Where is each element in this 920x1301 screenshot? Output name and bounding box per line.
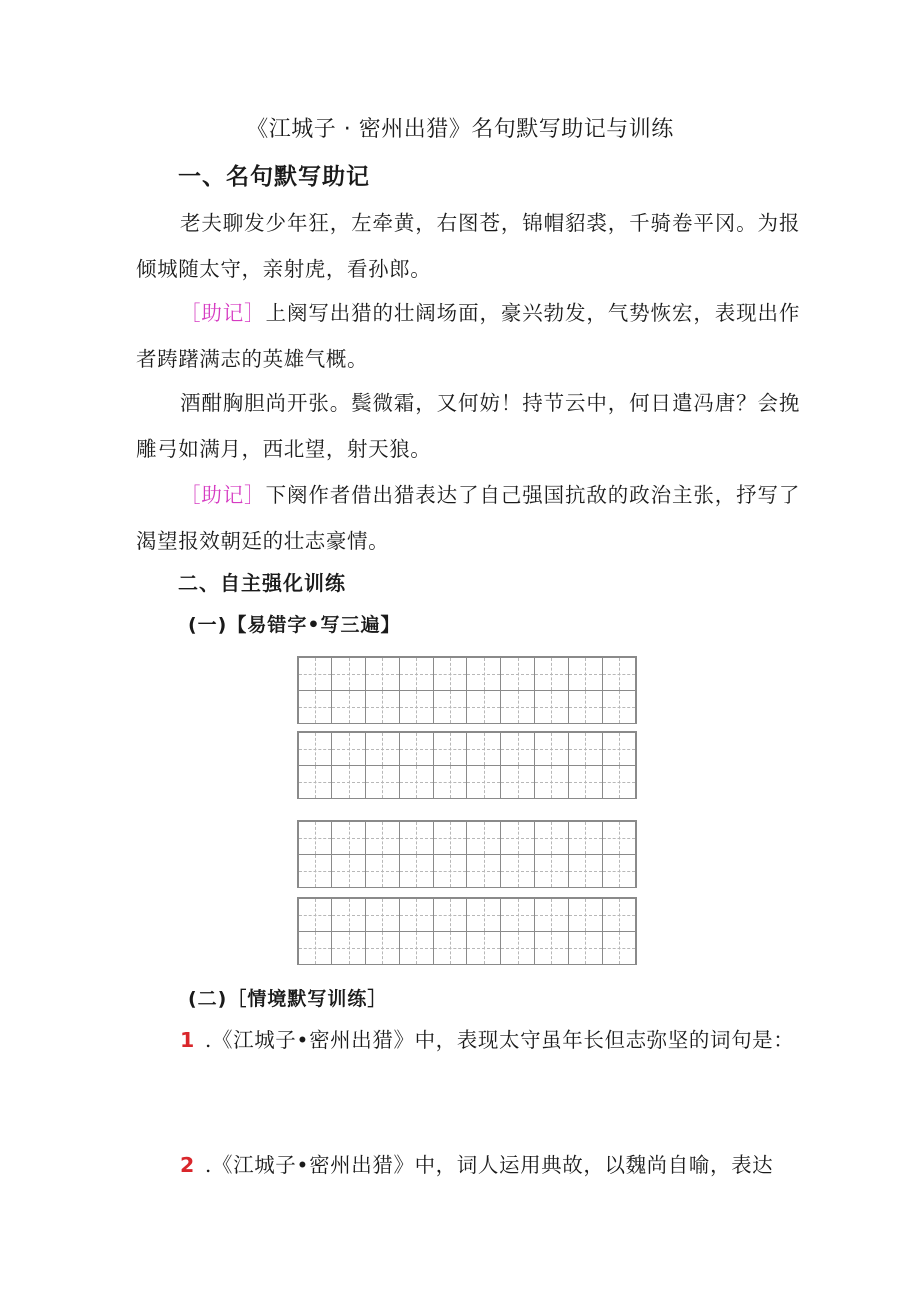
writing-cell[interactable] [298,854,333,888]
writing-cell[interactable] [500,765,535,799]
writing-cell[interactable] [399,690,434,724]
writing-cell[interactable] [399,732,434,766]
writing-cell[interactable] [433,931,468,965]
writing-cell[interactable] [500,657,535,691]
writing-cell[interactable] [298,732,333,766]
writing-cell[interactable] [534,854,569,888]
writing-cell[interactable] [500,931,535,965]
writing-cell[interactable] [399,657,434,691]
writing-cell[interactable] [602,931,637,965]
writing-cell[interactable] [365,657,400,691]
writing-cell[interactable] [534,931,569,965]
writing-cell[interactable] [365,765,400,799]
writing-cell[interactable] [500,690,535,724]
writing-cell[interactable] [331,657,366,691]
writing-cell[interactable] [365,690,400,724]
writing-cell[interactable] [433,898,468,932]
memory-note-text: 下阕作者借出猎表达了自己强国抗敌的政治主张，抒写了渴望报效朝廷的壮志豪情。 [136,483,800,553]
writing-cell[interactable] [298,657,333,691]
writing-cell[interactable] [568,690,603,724]
writing-cell[interactable] [331,732,366,766]
writing-grid[interactable] [297,897,637,965]
subsection-typo-practice: (一)【易错字•写三遍】 [188,614,401,636]
writing-cell[interactable] [534,657,569,691]
writing-cell[interactable] [331,765,366,799]
writing-cell[interactable] [466,732,501,766]
writing-cell[interactable] [534,821,569,855]
memory-note-1 [136,290,800,382]
writing-cell[interactable] [466,690,501,724]
question-item [136,1017,800,1063]
question-item [136,1142,800,1188]
memory-note-text: 上阕写出猎的壮阔场面，豪兴勃发，气势恢宏，表现出作者踌躇满志的英雄气概。 [136,301,800,371]
writing-cell[interactable] [500,821,535,855]
writing-cell[interactable] [433,732,468,766]
writing-cell[interactable] [466,854,501,888]
writing-cell[interactable] [466,765,501,799]
writing-cell[interactable] [298,931,333,965]
writing-cell[interactable] [500,854,535,888]
writing-cell[interactable] [399,765,434,799]
writing-cell[interactable] [602,854,637,888]
writing-cell[interactable] [433,690,468,724]
writing-cell[interactable] [602,765,637,799]
section2-heading: 二、自主强化训练 [178,571,346,595]
writing-cell[interactable] [399,854,434,888]
writing-cell[interactable] [433,854,468,888]
writing-cell[interactable] [365,931,400,965]
writing-cell[interactable] [365,821,400,855]
writing-cell[interactable] [568,732,603,766]
writing-cell[interactable] [365,732,400,766]
section1-heading: 一、名句默写助记 [178,164,370,190]
memory-tag: ［助记］ [180,301,266,325]
writing-cell[interactable] [331,690,366,724]
writing-cell[interactable] [466,898,501,932]
writing-cell[interactable] [331,898,366,932]
question-text: .《江城子•密州出猎》中，词人运用典故，以魏尚自喻，表达 [204,1153,774,1177]
memory-tag: ［助记］ [180,483,266,507]
writing-cell[interactable] [365,898,400,932]
writing-grid[interactable] [297,731,637,799]
writing-cell[interactable] [433,765,468,799]
question-number: 2 [180,1153,195,1177]
writing-cell[interactable] [298,690,333,724]
writing-cell[interactable] [331,854,366,888]
writing-cell[interactable] [298,821,333,855]
writing-cell[interactable] [568,657,603,691]
writing-cell[interactable] [298,765,333,799]
writing-cell[interactable] [399,898,434,932]
writing-cell[interactable] [568,765,603,799]
writing-cell[interactable] [331,821,366,855]
question-text: .《江城子•密州出猎》中，表现太守虽年长但志弥坚的词句是： [204,1028,795,1052]
writing-cell[interactable] [602,821,637,855]
writing-cell[interactable] [602,690,637,724]
subsection-dictation: (二)［情境默写训练］ [188,988,388,1010]
writing-cell[interactable] [298,898,333,932]
writing-cell[interactable] [534,898,569,932]
writing-cell[interactable] [331,931,366,965]
memory-note-2 [136,472,800,564]
writing-cell[interactable] [399,821,434,855]
writing-cell[interactable] [365,854,400,888]
writing-cell[interactable] [568,821,603,855]
writing-cell[interactable] [500,732,535,766]
writing-cell[interactable] [466,657,501,691]
poem-part1: 老夫聊发少年狂，左牵黄，右图苍，锦帽貂裘，千骑卷平冈。为报倾城随太守，亲射虎，看孙郎。 [136,211,800,281]
writing-cell[interactable] [466,931,501,965]
writing-cell[interactable] [433,821,468,855]
page-title: 《江城子 · 密州出猎》名句默写助记与训练 [246,117,674,142]
writing-cell[interactable] [534,765,569,799]
writing-cell[interactable] [602,657,637,691]
writing-cell[interactable] [602,732,637,766]
writing-cell[interactable] [433,657,468,691]
writing-grid[interactable] [297,820,637,888]
poem-part2: 酒酣胸胆尚开张。鬓微霜，又何妨！持节云中，何日遣冯唐？会挽雕弓如满月，西北望，射天狼。 [136,391,800,461]
writing-cell[interactable] [500,898,535,932]
writing-cell[interactable] [534,732,569,766]
writing-cell[interactable] [399,931,434,965]
writing-cell[interactable] [534,690,569,724]
question-number: 1 [180,1028,195,1052]
writing-cell[interactable] [568,854,603,888]
writing-cell[interactable] [602,898,637,932]
writing-cell[interactable] [568,898,603,932]
writing-cell[interactable] [466,821,501,855]
writing-cell[interactable] [568,931,603,965]
writing-grid[interactable] [297,656,637,724]
